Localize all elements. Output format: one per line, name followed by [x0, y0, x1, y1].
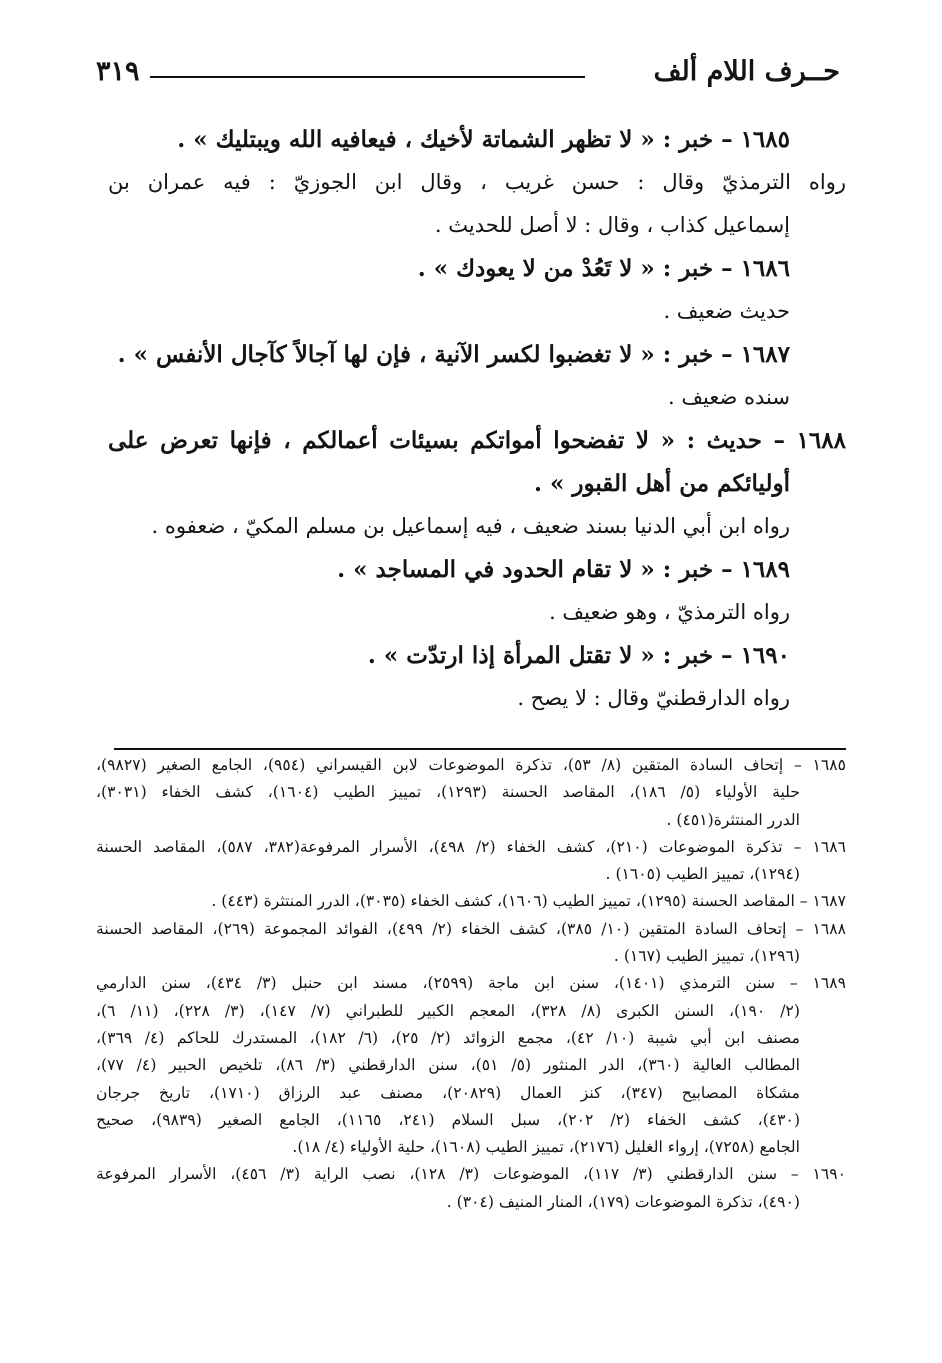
hadith-line: ١٦٨٥ – خبر : « لا تظهر الشماتة لأخيك ، فيعافيه الله ويبتليك » . — [177, 126, 790, 153]
hadith-line: ١٦٨٨ – حديث : « لا تفضحوا أمواتكم بسيئات أعمالكم ، فإنها تعرض على — [108, 427, 846, 454]
commentary-line: سنده ضعيف . — [667, 385, 790, 409]
footnote-line: (٤٩٠)، تذكرة الموضوعات (١٧٩)، المنار المنيف (٣٠٤) . — [446, 1192, 800, 1211]
footnote-line: ١٦٩٠ – سنن الدارقطني (٣/ ١١٧)، الموضوعات (٣/ ١٢٨)، نصب الراية (٣/ ٤٥٦)، الأسرار المرفوعة — [96, 1165, 846, 1184]
commentary-line: إسماعيل كذاب ، وقال : لا أصل للحديث . — [434, 213, 790, 237]
footnote-line: مشكاة المصابيح (٣٤٧)، كنز العمال (٢٠٨٢٩)، مصنف عبد الرزاق (١٧١٠)، تاريخ جرجان — [96, 1083, 800, 1102]
footnote-line: ١٦٨٥ – إتحاف السادة المتقين (٨/ ٥٣)، تذكرة الموضوعات لابن القيسراني (٩٥٤)، الجامع الصغير (٩٨٢٧)، — [96, 756, 846, 774]
footnote-line: المطالب العالية (٣٦٠)، الدر المنثور (٥/ ٥١)، سنن الدارقطني (٣/ ٨٦)، تلخيص الحبير (٤/ ٧٧)، — [96, 1056, 801, 1075]
footnote-separator — [114, 748, 846, 750]
hadith-line: ١٦٩٠ – خبر : « لا تقتل المرأة إذا ارتدّت » . — [367, 642, 790, 669]
footnote-line: (٤٣٠)، كشف الخفاء (٢/ ٢٠٢)، سبل السلام (٢٤١، ١١٦٥)، الجامع الصغير (٩٨٣٩)، صحيح — [96, 1110, 801, 1129]
footnote-line: مصنف ابن أبي شيبة (١٠/ ٤٢)، مجمع الزوائد (٢/ ٢٥)، (٦/ ١٨٢)، المستدرك للحاكم (٤/ ٣٦٩)، — [96, 1028, 800, 1047]
main-text — [108, 118, 846, 720]
footnote-line: (٢/ ١٩٠)، السنن الكبرى (٨/ ٣٢٨)، المعجم الكبير للطبراني (٧/ ١٤٧)، (٣/ ٢٢٨)، (١١/ ٦)، — [96, 1001, 800, 1020]
commentary-line: رواه الترمذيّ وقال : حسن غريب ، وقال ابن الجوزيّ : فيه عمران بن — [108, 170, 846, 194]
footnote-line: الدرر المنتثرة(٤٥١) . — [666, 810, 800, 829]
footnote-line: ١٦٨٧ – المقاصد الحسنة (١٢٩٥)، تمييز الطيب (١٦٠٦)، كشف الخفاء (٣٠٣٥)، الدرر المنتثرة (٤٤٣) . — [211, 892, 846, 911]
page-header — [96, 56, 840, 96]
commentary-line: رواه ابن أبي الدنيا بسند ضعيف ، فيه إسماعيل بن مسلم المكيّ ، ضعفوه . — [151, 514, 790, 538]
hadith-line: ١٦٨٩ – خبر : « لا تقام الحدود في المساجد » . — [337, 556, 790, 583]
footnote-line: ١٦٨٦ – تذكرة الموضوعات (٢١٠)، كشف الخفاء (٢/ ٤٩٨)، الأسرار المرفوعة(٣٨٢، ٥٨٧)، المقاصد الحسنة — [96, 837, 846, 856]
commentary-line: حديث ضعيف . — [663, 299, 790, 323]
footnote-line: (١٢٩٦)، تمييز الطيب (١٦٧) . — [613, 947, 800, 966]
hadith-line: ١٦٨٦ – خبر : « لا تَعُدْ من لا يعودك » . — [417, 255, 790, 282]
footnote-line: حلية الأولياء (٥/ ١٨٦)، المقاصد الحسنة (١٢٩٣)، تمييز الطيب (١٦٠٤)، كشف الخفاء (٣٠٣١)، — [96, 783, 800, 802]
header-rule — [150, 76, 585, 78]
commentary-line: رواه الترمذيّ ، وهو ضعيف . — [549, 600, 790, 624]
hadith-line: أوليائكم من أهل القبور » . — [533, 470, 790, 497]
footnotes — [96, 752, 846, 1216]
footnote-line: (١٢٩٤)، تمييز الطيب (١٦٠٥) . — [605, 865, 800, 884]
hadith-line: ١٦٨٧ – خبر : « لا تغضبوا لكسر الآنية ، فإن لها آجالاً كآجال الأنفس » . — [117, 341, 790, 368]
running-title: حــرف اللام ألف — [653, 56, 840, 87]
footnote-line: الجامع (٧٢٥٨)، إرواء الغليل (٢١٧٦)، تمييز الطيب (١٦٠٨)، حلية الأولياء (٤/ ١٨). — [292, 1138, 800, 1157]
footnote-line: ١٦٨٨ – إتحاف السادة المتقين (١٠/ ٣٨٥)، كشف الخفاء (٢/ ٤٩٩)، الفوائد المجموعة (٢٦٩)، المقاصد الحسنة — [96, 919, 846, 938]
page-number: ٣١٩ — [96, 56, 140, 87]
footnote-line: ١٦٨٩ – سنن الترمذي (١٤٠١)، سنن ابن ماجة (٢٥٩٩)، مسند ابن حنبل (٣/ ٤٣٤)، سنن الدارمي — [96, 974, 846, 993]
commentary-line: رواه الدارقطنيّ وقال : لا يصح . — [517, 686, 790, 710]
